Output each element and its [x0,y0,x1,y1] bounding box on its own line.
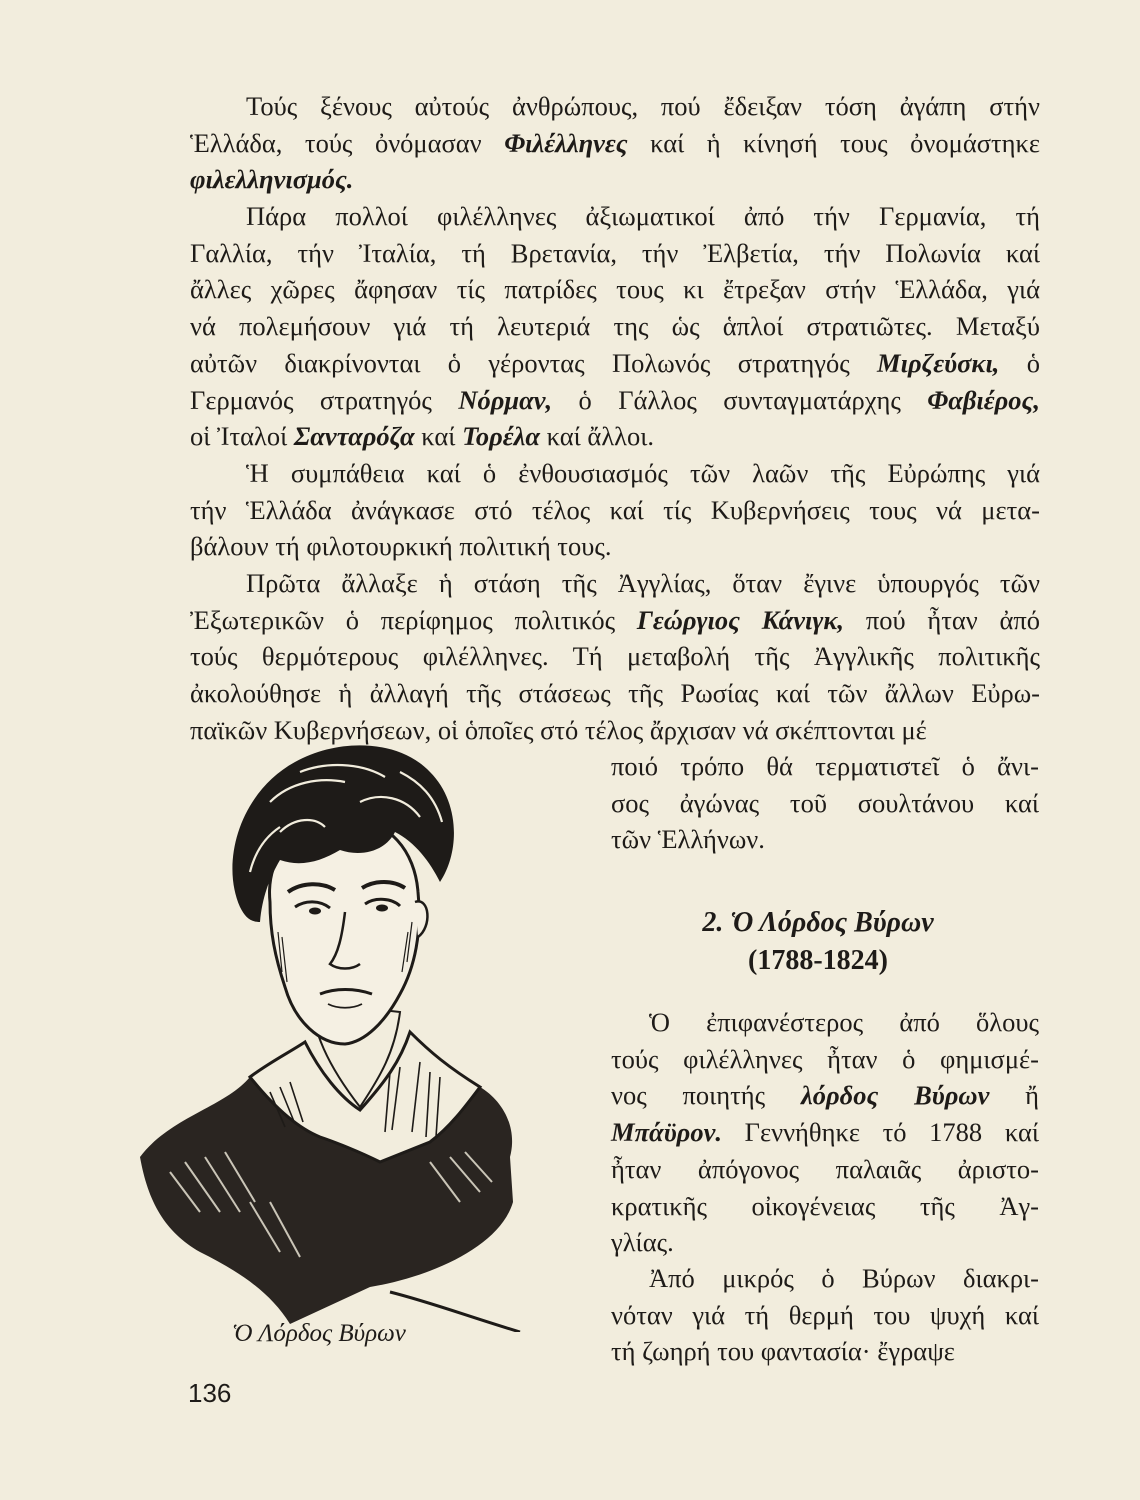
text-run: πού ἦταν ἀπό [844,604,1040,635]
text-line [611,1151,1039,1188]
text-line [190,235,1040,272]
text-line [190,161,1040,198]
text-run: τή ζωηρή του φαντασία· ἔγραψε [611,1336,955,1367]
text-line [611,748,1039,785]
text-line [611,1114,1039,1151]
text-run: αὐτῶν διακρίνονται ὁ γέροντας Πολωνός στρατηγός [190,347,878,378]
section-heading [610,904,1026,980]
text-line [611,1004,1039,1041]
text-run: ἀκολούθησε ἡ ἀλλαγή τῆς στάσεως τῆς Ρωσίας καί τῶν ἄλλων Εὐρω- [190,678,1040,709]
paragraph-foreign-officers [190,198,1040,455]
text-line [190,418,1040,455]
text-line [611,785,1039,822]
text-line [190,675,1040,712]
text-line [190,602,1040,639]
text-run: Ὁ ἐπιφανέστερος ἀπό ὅλους [649,1007,1039,1037]
text-line [611,821,1039,858]
emphasized-term: Νόρμαν, [458,384,553,415]
text-run: ὁ Γάλλος συνταγματάρχης [552,384,928,415]
portrait-caption: Ὁ Λόρδος Βύρων [232,1320,406,1347]
section-years: (1788-1824) [748,945,888,976]
text-run: ὁ [999,347,1040,378]
text-line [190,492,1040,529]
text-line [611,1260,1039,1297]
text-line [190,198,1040,235]
text-run: κρατικῆς οἰκογένειας τῆς Ἀγ- [611,1190,1039,1221]
text-run: νόταν γιά τή θερμή του ψυχή καί [611,1299,1039,1330]
text-line [611,1188,1039,1225]
paragraph-byron-intro [611,1004,1039,1261]
text-run: καί [414,421,463,452]
section-title: 2. Ὁ Λόρδος Βύρων [702,907,934,938]
text-line [190,308,1040,345]
text-run: Ἑλλάδα, τούς ὀνόμασαν [190,127,505,158]
text-run: βάλουν τή φιλοτουρκική πολιτική τους. [190,531,612,562]
text-run: οἱ Ἰταλοί [190,421,294,452]
text-run: νά πολεμήσουν γιά τή λευτεριά της ὡς ἁπλοί στρατιῶτες. Μεταξύ [190,311,1040,342]
text-run: σος ἀγώνας τοῦ σουλτάνου καί [611,787,1039,818]
text-run: καί ἡ κίνησή τους ὀνομάστηκε [627,127,1040,158]
text-run: Πάρα πολλοί φιλέλληνες ἀξιωματικοί ἀπό τήν Γερμανία, τή [246,201,1040,231]
text-run: τῶν Ἑλλήνων. [611,824,765,855]
text-line [190,565,1040,602]
emphasized-term: Φαβιέρος, [927,384,1040,415]
paragraph-policy-change-continued [611,748,1039,858]
text-line [611,1333,1039,1370]
text-line [190,125,1040,162]
text-run: παϊκῶν Κυβερνήσεων, οἱ ὁποῖες στό τέλος ἄρχισαν νά σκέπτονται μέ [190,714,927,745]
text-run: Ἀπό μικρός ὁ Βύρων διακρι- [649,1263,1039,1293]
text-run: καί ἄλλοι. [540,421,655,452]
paragraph-byron-youth [611,1260,1039,1370]
text-run: ἤ [989,1080,1039,1111]
paragraph-policy-change [190,565,1040,749]
text-run: Ἐξωτερικῶν ὁ περίφημος πολιτικός [190,604,637,635]
emphasized-term: φιλελληνισμός. [190,164,354,195]
emphasized-term: λόρδος Βύρων [800,1080,990,1111]
text-run: Τούς ξένους αὐτούς ἀνθρώπους, πού ἔδειξαν τόση ἀγάπη στήν [246,91,1040,121]
text-run: γλίας. [611,1227,674,1258]
text-run: Γερμανός στρατηγός [190,384,459,415]
paragraph-philhellenes-definition [190,88,1040,198]
text-run: Γεννήθηκε τό 1788 καί [721,1117,1039,1148]
text-run: νος ποιητής [611,1080,801,1111]
text-run: Πρῶτα ἄλλαξε ἡ στάση τῆς Ἀγγλίας, ὅταν ἔγινε ὑπουργός τῶν [246,568,1040,598]
text-line [611,1077,1039,1114]
page-number: 136 [188,1378,232,1408]
text-run: ἦταν ἀπόγονος παλαιᾶς ἀριστο- [611,1153,1039,1184]
text-line [190,88,1040,125]
text-line [190,638,1040,675]
text-line [190,382,1040,419]
text-run: Ἡ συμπάθεια καί ὁ ἐνθουσιασμός τῶν λαῶν τῆς Εὐρώπης γιά [246,458,1040,488]
text-run: τούς θερμότερους φιλέλληνες. Τή μεταβολή τῆς Ἀγγλικῆς πολιτικῆς [190,641,1040,672]
text-run: τούς φιλέλληνες ἦταν ὁ φημισμέ- [611,1043,1039,1074]
emphasized-term: Σανταρόζα [293,421,415,452]
text-line [611,1224,1039,1261]
text-run: ποιό τρόπο θά τερματιστεῖ ὁ ἄνι- [611,751,1039,781]
emphasized-term: Φιλέλληνες [504,127,628,158]
emphasized-term: Μπάϋρον. [611,1117,722,1148]
emphasized-term: Τορέλα [462,421,541,452]
text-run: τήν Ἑλλάδα ἀνάγκασε στό τέλος καί τίς Κυβερνήσεις τους νά μετα- [190,494,1040,525]
text-line [611,1297,1039,1334]
text-line [190,271,1040,308]
text-line [190,345,1040,382]
text-run: ἄλλες χῶρες ἄφησαν τίς πατρίδες τους κι ἔτρεξαν στήν Ἑλλάδα, γιά [190,274,1040,305]
text-line [190,528,1040,565]
paragraph-european-sympathy [190,455,1040,565]
text-run: Γαλλία, τήν Ἰταλία, τή Βρετανία, τήν Ἐλβετία, τήν Πολωνία καί [190,237,1040,268]
emphasized-term: Μιρζεύσκι, [877,347,1000,378]
byron-portrait-illustration [130,732,570,1332]
emphasized-term: Γεώργιος Κάνιγκ, [636,604,845,635]
text-line [190,455,1040,492]
text-line [611,1041,1039,1078]
